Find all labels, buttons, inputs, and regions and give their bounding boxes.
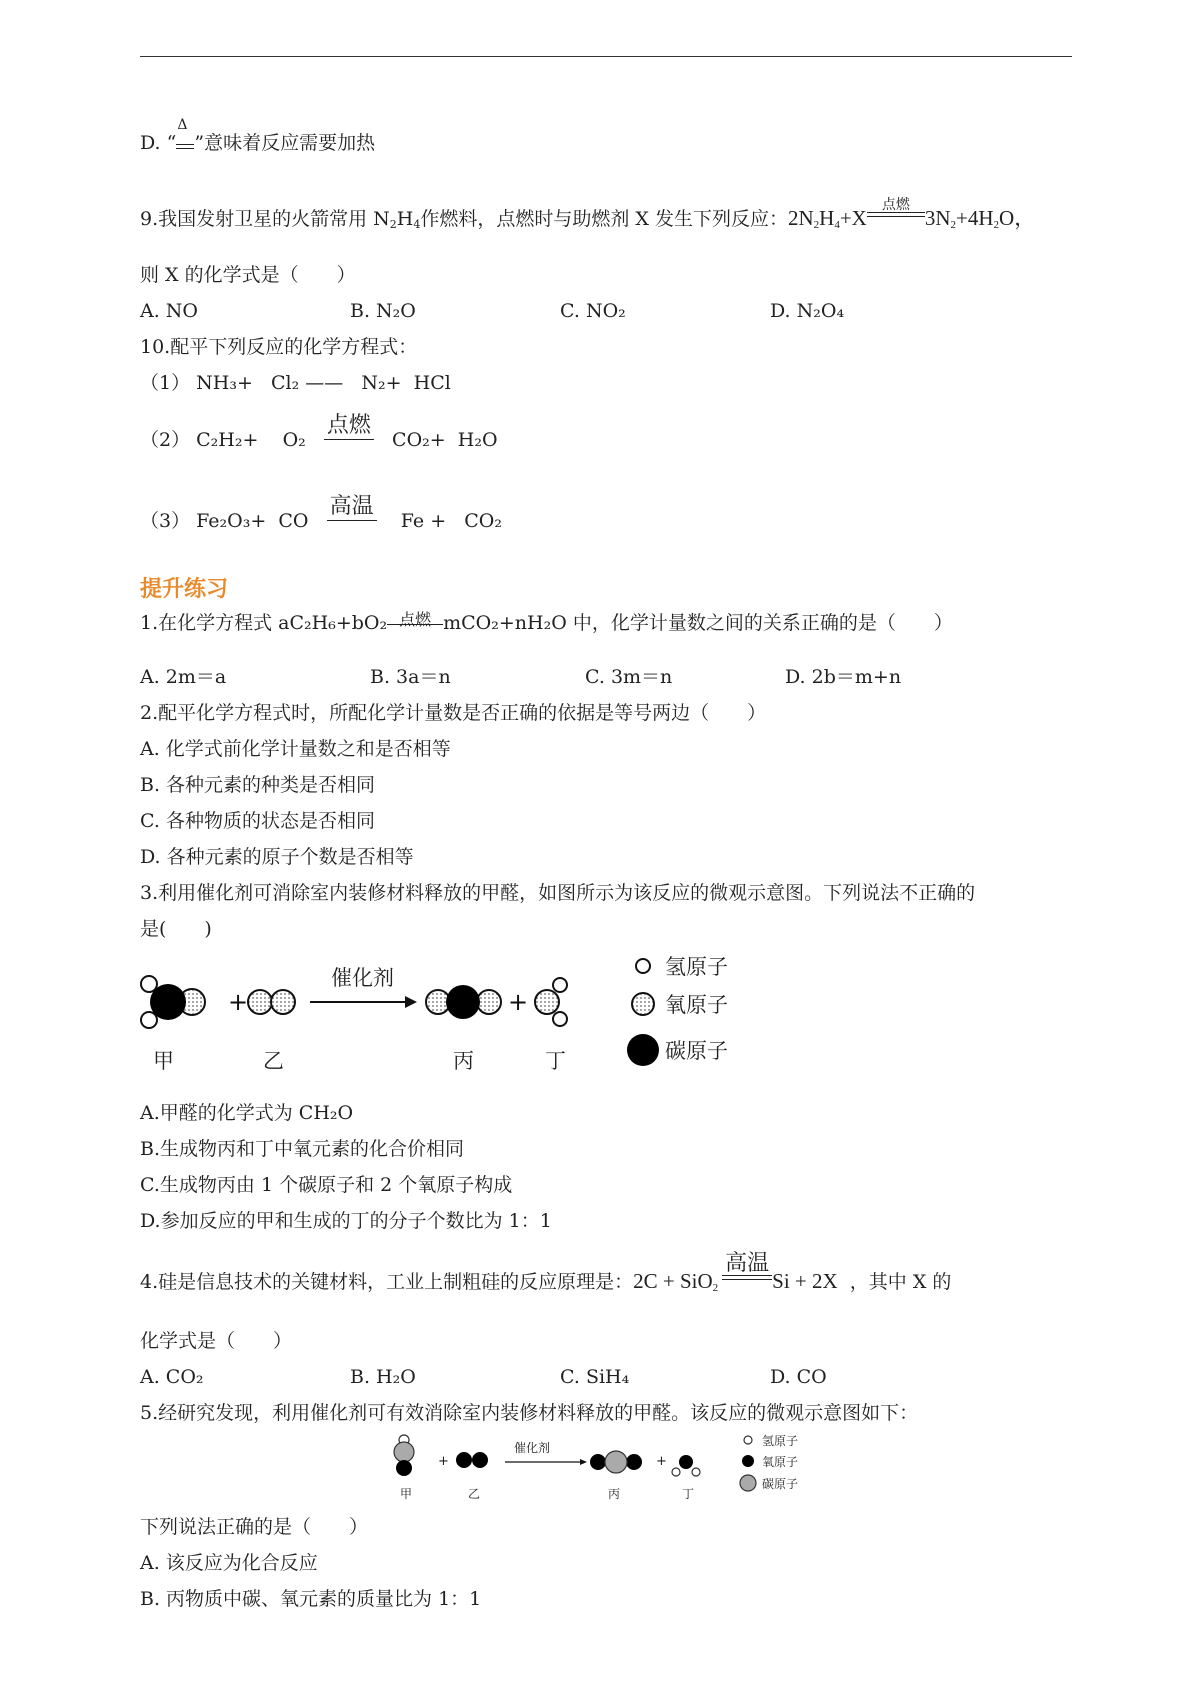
label-ding: 丁	[545, 1049, 566, 1073]
p1-option-d: D. 2b＝m+n	[785, 666, 902, 688]
q10-reaction-1: （1） NH₃+ Cl₂ —— N₂+ HCl	[140, 372, 451, 394]
label-yi: 乙	[263, 1049, 284, 1073]
ignite-condition: 点燃	[326, 413, 371, 438]
q10-reaction-3: （3） Fe₂O₃+ CO 高温 Fe + CO₂	[140, 494, 502, 532]
p4-option-b: B. H₂O	[350, 1366, 416, 1388]
p5-question: 下列说法正确的是（ ）	[140, 1516, 369, 1538]
delta-symbol: Δ	[177, 117, 188, 133]
carbon-atom-icon	[740, 1475, 756, 1491]
p5-reaction-diagram	[380, 1430, 820, 1510]
q9-line2: 则 X 的化学式是（ ）	[140, 264, 356, 286]
p4-option-a: A. CO₂	[140, 1366, 204, 1388]
svg-text:丙: 丙	[608, 1487, 621, 1501]
p2-option-a: A. 化学式前化学计量数之和是否相等	[140, 738, 451, 760]
q9-option-d: D. N₂O₄	[770, 300, 845, 322]
p4-option-d: D. CO	[770, 1366, 827, 1388]
q10-title: 10.配平下列反应的化学方程式：	[140, 336, 418, 358]
high-temp-condition: 高温	[329, 494, 374, 519]
carbon-atom-icon	[627, 1034, 659, 1066]
section-title: 提升练习	[140, 577, 229, 602]
plus-sign: +	[228, 988, 249, 1016]
legend-hydrogen: 氢原子	[665, 955, 728, 979]
q9-option-a: A. NO	[140, 300, 199, 322]
p5-option-a: A. 该反应为化合反应	[140, 1552, 318, 1574]
molecule-jia	[141, 976, 205, 1028]
p2-option-c: C. 各种物质的状态是否相同	[140, 810, 375, 832]
molecule-bing	[426, 985, 501, 1019]
hydrogen-atom-icon	[636, 959, 650, 973]
p3-reaction-diagram	[135, 948, 755, 1078]
p3-option-d: D.参加反应的甲和生成的丁的分子个数比为 1：1	[140, 1210, 552, 1232]
ignite-condition: 点燃	[881, 197, 910, 213]
molecule-yi	[248, 990, 295, 1014]
svg-text:+: +	[656, 1454, 667, 1469]
p1-stem: 1.在化学方程式 aC₂H₆+bO₂ 点燃 mCO₂+nH₂O 中，化学计量数之间的关系正确的是（ ）	[140, 610, 953, 634]
oxygen-atom-icon	[742, 1455, 754, 1467]
oxygen-atom-icon	[632, 993, 654, 1015]
p1-option-a: A. 2m＝a	[140, 666, 227, 688]
ignite-condition: 点燃	[399, 610, 432, 629]
catalyst-label: 催化剂	[514, 1441, 551, 1455]
svg-text:+: +	[438, 1454, 449, 1469]
label-bing: 丙	[453, 1049, 474, 1073]
hydrogen-atom-icon	[744, 1436, 752, 1444]
p4-line2: 化学式是（ ）	[140, 1330, 293, 1352]
legend-oxygen: 氧原子	[665, 993, 728, 1017]
molecule-ding	[535, 978, 567, 1026]
p5-stem: 5.经研究发现，利用催化剂可有效消除室内装修材料释放的甲醛。该反应的微观示意图如下：	[140, 1402, 919, 1424]
q9-option-b: B. N₂O	[350, 300, 416, 322]
p4-option-c: C. SiH₄	[560, 1366, 630, 1388]
high-temp-condition: 高温	[725, 1251, 770, 1276]
p2-option-b: B. 各种元素的种类是否相同	[140, 774, 376, 796]
svg-text:+: +	[508, 988, 529, 1016]
p1-option-c: C. 3m＝n	[585, 666, 673, 688]
catalyst-label: 催化剂	[331, 966, 394, 990]
svg-text:碳原子: 碳原子	[762, 1477, 799, 1491]
p3-stem-line1: 3.利用催化剂可消除室内装修材料释放的甲醛，如图所示为该反应的微观示意图。下列说法不正确的	[140, 882, 976, 904]
p5-option-b: B. 丙物质中碳、氧元素的质量比为 1：1	[140, 1588, 482, 1610]
q8-option-d: D. “ Δ ”意味着反应需要加热	[140, 117, 376, 154]
svg-text:氢原子: 氢原子	[762, 1434, 799, 1448]
p3-option-c: C.生成物丙由 1 个碳原子和 2 个氧原子构成	[140, 1174, 513, 1196]
svg-text:丁: 丁	[682, 1487, 695, 1501]
svg-text:甲: 甲	[400, 1487, 413, 1501]
q9-option-c: C. NO₂	[560, 300, 626, 322]
svg-text:氧原子: 氧原子	[762, 1455, 799, 1469]
p1-option-b: B. 3a＝n	[370, 666, 451, 688]
legend-carbon: 碳原子	[665, 1039, 728, 1063]
q10-reaction-2: （2） C₂H₂+ O₂ 点燃 CO₂+ H₂O	[140, 413, 498, 451]
p2-option-d: D. 各种元素的原子个数是否相等	[140, 846, 414, 868]
label-jia: 甲	[153, 1049, 174, 1073]
svg-text:乙: 乙	[468, 1487, 481, 1501]
p3-stem-line2: 是( )	[140, 918, 212, 940]
p2-stem: 2.配平化学方程式时，所配化学计量数是否正确的依据是等号两边（ ）	[140, 702, 767, 724]
q9-stem: 9.我国发射卫星的火箭常用 $N_2H_4$作燃料，点燃时与助燃剂 X 发生下列反应：$2N_2H_4+X$ 点燃 $3N_2+4H_2O$，	[140, 197, 1036, 231]
p3-option-b: B.生成物丙和丁中氧元素的化合价相同	[140, 1138, 465, 1160]
header-rule	[140, 56, 1072, 57]
p4-stem: 4.硅是信息技术的关键材料，工业上制粗硅的反应原理是：2C + SiO$_2$ 高温 Si + 2X ，其中 X 的	[140, 1251, 952, 1294]
p3-option-a: A.甲醛的化学式为 CH₂O	[140, 1102, 354, 1124]
